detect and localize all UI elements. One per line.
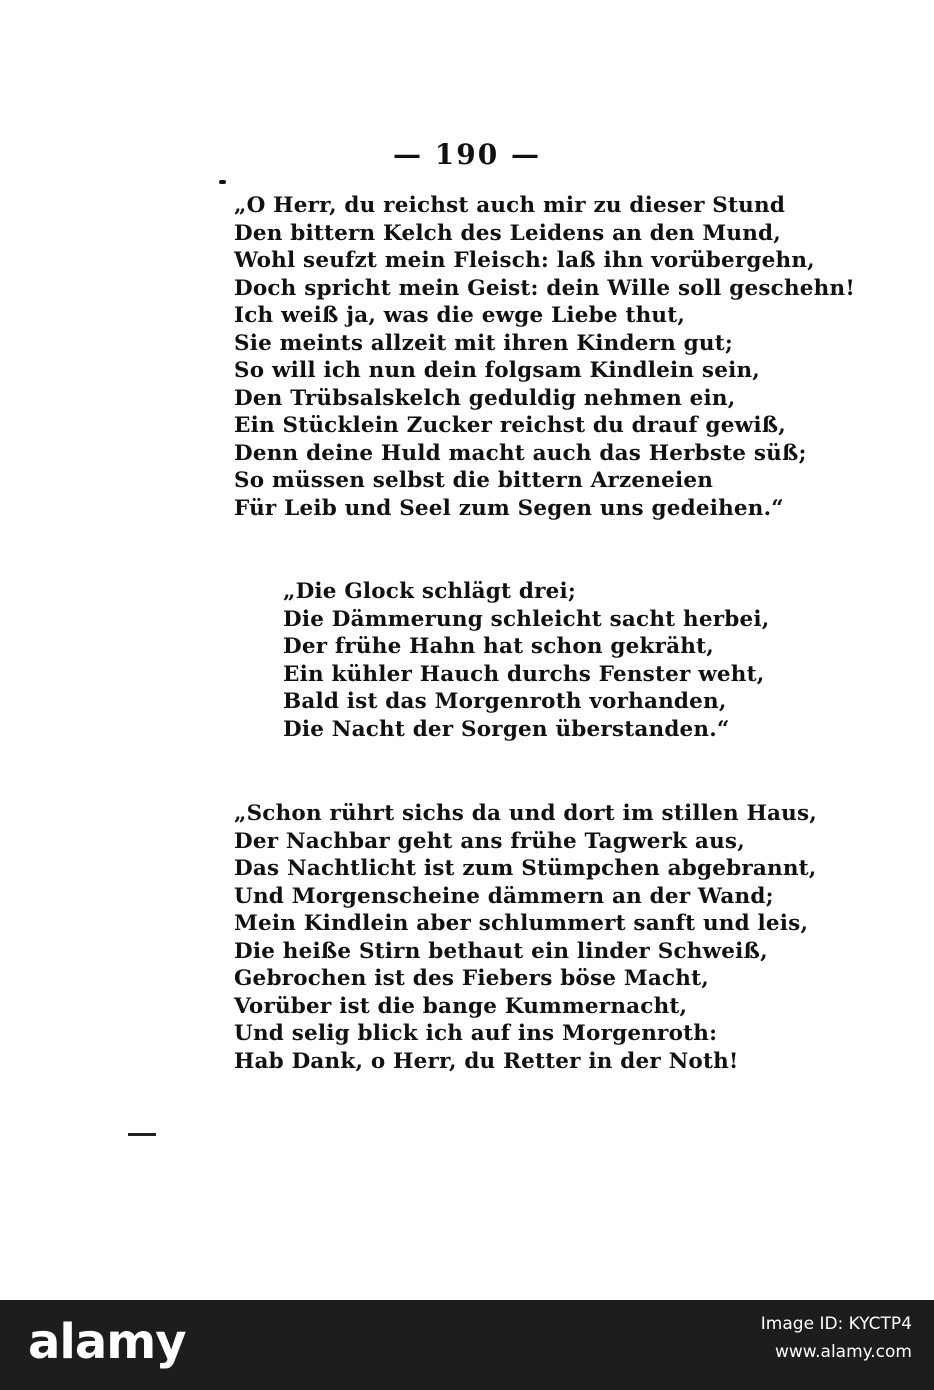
poem-line: Ein Stücklein Zucker reichst du drauf gewiß, <box>234 413 786 438</box>
ink-mark <box>219 180 226 184</box>
poem-line: Den Trübsalskelch geduldig nehmen ein, <box>234 385 736 411</box>
poem-line: Die heiße Stirn bethaut ein linder Schweiß, <box>234 938 768 964</box>
footer-info <box>761 1310 912 1366</box>
poem-line: Und Morgenscheine dämmern an der Wand; <box>234 883 774 909</box>
poem-line: Wohl seufzt mein Fleisch: laß ihn vorübergehn, <box>234 248 815 273</box>
stanza-2 <box>283 578 769 743</box>
poem-line: Ein kühler Hauch durchs Fenster weht, <box>283 661 765 687</box>
poem-line: Die Dämmerung schleicht sacht herbei, <box>283 606 770 632</box>
poem-line: So müssen selbst die bittern Arzeneien <box>234 468 714 493</box>
poem-line: „Die Glock schlägt drei; <box>283 579 577 604</box>
poem-line: Doch spricht mein Geist: dein Wille soll geschehn! <box>234 275 855 301</box>
poem-line: Die Nacht der Sorgen überstanden.“ <box>283 716 730 742</box>
poem-line: „Schon rührt sichs da und dort im stillen Haus, <box>234 801 817 826</box>
poem-line: So will ich nun dein folgsam Kindlein sein, <box>234 358 760 383</box>
poem-line: Gebrochen ist des Fiebers böse Macht, <box>234 966 709 991</box>
poem-line: Und selig blick ich auf ins Morgenroth: <box>234 1021 718 1046</box>
poem-line: Das Nachtlicht ist zum Stümpchen abgebrannt, <box>234 856 817 881</box>
poem-line: Mein Kindlein aber schlummert sanft und leis, <box>234 911 809 936</box>
image-id-label: Image ID: KYCTP4 <box>760 1314 912 1334</box>
alamy-logo: alamy <box>28 1314 186 1370</box>
poem-line: Der Nachbar geht ans frühe Tagwerk aus, <box>234 828 745 854</box>
page-number: — 190 — <box>393 138 541 171</box>
poem-line: Sie meints allzeit mit ihren Kindern gut; <box>234 330 733 356</box>
margin-rule <box>128 1133 156 1136</box>
poem-line: Der frühe Hahn hat schon gekräht, <box>283 634 714 659</box>
poem-line: Den bittern Kelch des Leidens an den Mund, <box>234 220 781 246</box>
poem-line: Ich weiß ja, was die ewge Liebe thut, <box>234 303 686 328</box>
poem-line: Bald ist das Morgenroth vorhanden, <box>283 689 727 714</box>
stanza-1 <box>234 192 855 522</box>
poem-line: Hab Dank, o Herr, du Retter in der Noth! <box>234 1048 739 1074</box>
site-url: www.alamy.com <box>774 1342 912 1362</box>
stock-footer-bar <box>0 1300 934 1390</box>
poem-line: „O Herr, du reichst auch mir zu dieser Stund <box>234 193 786 218</box>
poem-line: Denn deine Huld macht auch das Herbste süß; <box>234 440 807 466</box>
poem-line: Vorüber ist die bange Kummernacht, <box>234 993 688 1019</box>
stanza-3 <box>234 800 817 1075</box>
poem-line: Für Leib und Seel zum Segen uns gedeihen.“ <box>234 495 784 521</box>
